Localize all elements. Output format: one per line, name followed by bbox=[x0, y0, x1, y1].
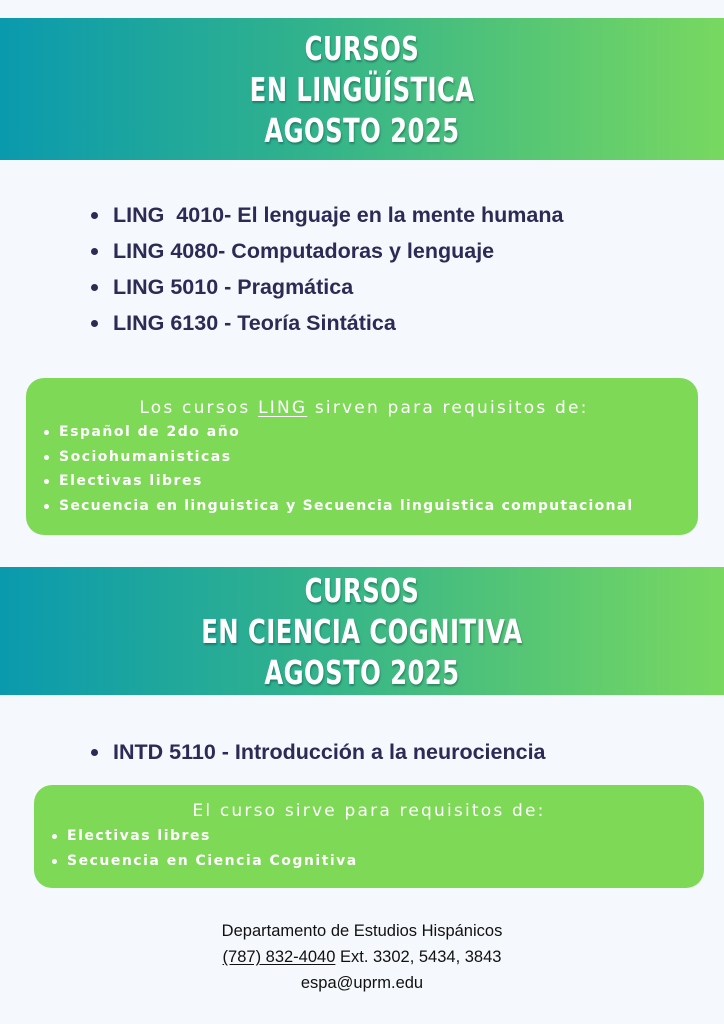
cognitive-course-list bbox=[89, 734, 546, 770]
email-address[interactable]: espa@uprm.edu bbox=[300, 974, 424, 992]
contact-footer bbox=[0, 918, 724, 996]
requirements-heading: El curso sirve para requisitos de: bbox=[192, 801, 546, 821]
course-item: LING 4080- Computadoras y lenguaje bbox=[89, 233, 563, 269]
phone-line bbox=[0, 944, 724, 970]
course-item: LING 5010 - Pragmática bbox=[89, 269, 563, 305]
banner-title-line: AGOSTO 2025 bbox=[264, 652, 460, 692]
linguistics-requirements-box bbox=[26, 378, 698, 535]
course-item: INTD 5110 - Introducción a la neurociencia bbox=[89, 734, 546, 770]
requirement-item: Electivas libres bbox=[49, 824, 704, 849]
cognitive-science-banner bbox=[0, 567, 724, 695]
course-item: LING 4010- El lenguaje en la mente humana bbox=[89, 197, 563, 233]
linguistics-course-list bbox=[89, 197, 563, 341]
banner-title-line: CURSOS bbox=[304, 570, 420, 610]
phone-link[interactable]: (787) 832-4040 bbox=[222, 948, 336, 966]
requirement-item: Electivas libres bbox=[41, 469, 698, 494]
requirement-item: Español de 2do año bbox=[41, 420, 698, 445]
requirements-heading bbox=[26, 378, 698, 418]
requirements-list bbox=[41, 420, 698, 518]
department-name: Departamento de Estudios Hispánicos bbox=[221, 922, 503, 940]
linguistics-banner bbox=[0, 18, 724, 160]
requirement-item: Secuencia en Ciencia Cognitiva bbox=[49, 849, 704, 874]
heading-suffix: sirven para requisitos de: bbox=[307, 398, 589, 418]
cognitive-requirements-box bbox=[34, 785, 704, 888]
requirements-list bbox=[49, 824, 704, 873]
banner-title-line: AGOSTO 2025 bbox=[264, 110, 460, 150]
banner-title-line: CURSOS bbox=[304, 28, 420, 68]
requirement-item: Sociohumanisticas bbox=[41, 445, 698, 470]
requirement-item: Secuencia en linguistica y Secuencia linguistica computacional bbox=[41, 494, 698, 519]
banner-title-line: EN LINGÜÍSTICA bbox=[249, 69, 475, 109]
phone-extensions: Ext. 3302, 5434, 3843 bbox=[335, 948, 502, 966]
banner-title-line: EN CIENCIA COGNITIVA bbox=[201, 611, 523, 651]
course-item: LING 6130 - Teoría Sintática bbox=[89, 305, 563, 341]
heading-prefix: Los cursos bbox=[139, 398, 259, 418]
ling-link[interactable]: LING bbox=[258, 398, 308, 418]
